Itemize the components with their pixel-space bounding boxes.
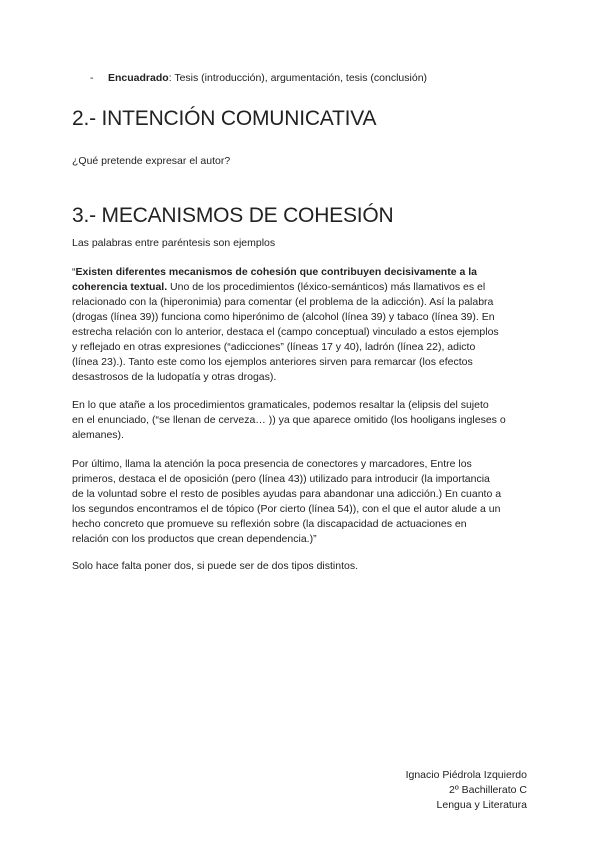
paragraph-line: estrecha relación con lo anterior, destaca el (campo conceptual) vinculado a estos ejemplos: [72, 326, 499, 338]
author-signature-block: [406, 768, 527, 813]
section-3-title: 3.- MECANISMOS DE COHESIÓN: [72, 204, 394, 227]
paragraph-line: coherencia textual. Uno de los procedimientos (léxico-semánticos) más llamativos es el: [72, 281, 486, 293]
paragraph-line: primeros, destaca el de oposición (pero (línea 43)) utilizado para introducir (la importancia: [72, 473, 490, 485]
bullet-text: : Tesis (introducción), argumentación, tesis (conclusión): [168, 72, 428, 84]
section-2-question: ¿Qué pretende expresar el autor?: [72, 155, 231, 167]
paragraph-line: hecho concreto que promueve su reflexión sobre (la discapacidad de actuaciones en: [72, 518, 467, 530]
paragraph-connectors: [72, 457, 532, 547]
author-subject: Lengua y Literatura: [436, 799, 527, 811]
paragraph-line: alemanes).: [72, 429, 124, 441]
author-course: 2º Bachillerato C: [449, 784, 527, 796]
paragraph-line: en el enunciado, (“se llenan de cerveza… )) ya que aparece omitido (los hooligans ingleses o: [72, 414, 506, 426]
paragraph-line: Por último, llama la atención la poca presencia de conectores y marcadores, Entre los: [72, 458, 472, 470]
bullet-item-encuadrado: [90, 71, 427, 85]
author-name: Ignacio Piédrola Izquierdo: [405, 769, 527, 781]
paragraph-grammatical-cohesion: [72, 398, 532, 443]
paragraph-line: desastrosos de la ludopatía y otras drogas).: [72, 371, 277, 383]
open-quote: “: [72, 266, 76, 278]
bullet-label: Encuadrado: [108, 72, 169, 84]
section-3-note: Las palabras entre paréntesis son ejemplos: [72, 237, 276, 249]
paragraph-line: (línea 23).). Tanto este como los ejemplos anteriores sirven para remarcar (los efectos: [72, 356, 473, 368]
paragraph-line: relacionado con la (hiperonimia) para comentar (el problema de la adicción). Así la palabra: [72, 296, 494, 308]
paragraph-line: En lo que atañe a los procedimientos gramaticales, podemos resaltar la (elipsis del sujeto: [72, 399, 489, 411]
paragraph-line: de la voluntad sobre el resto de posibles ayudas para abandonar una adicción.) En cuanto a: [72, 488, 502, 500]
paragraph-line: (drogas (línea 39)) funciona como hiperónimo de (alcohol (línea 39) y tabaco (línea 39). En: [72, 311, 495, 323]
paragraph-line: relación con los productos que crean dependencia.)”: [72, 533, 317, 545]
paragraph-line: y reflejado en otras expresiones (“adicciones” (líneas 17 y 40), ladrón (línea 22), adicto: [72, 341, 476, 353]
bold-thesis-2: coherencia textual.: [72, 281, 168, 293]
bullet-dash: -: [90, 72, 94, 84]
section-2-title: 2.- INTENCIÓN COMUNICATIVA: [72, 107, 377, 130]
paragraph-line: los segundos encontramos el de tópico (Por cierto (línea 54)), con el que el autor alude a un: [72, 503, 501, 515]
bold-thesis-1: Existen diferentes mecanismos de cohesión que contribuyen decisivamente a la: [75, 266, 477, 278]
paragraph-lexical-cohesion: [72, 265, 532, 385]
paragraph-closing-note: Solo hace falta poner dos, si puede ser de dos tipos distintos.: [72, 560, 359, 572]
paragraph-line: [72, 265, 532, 280]
